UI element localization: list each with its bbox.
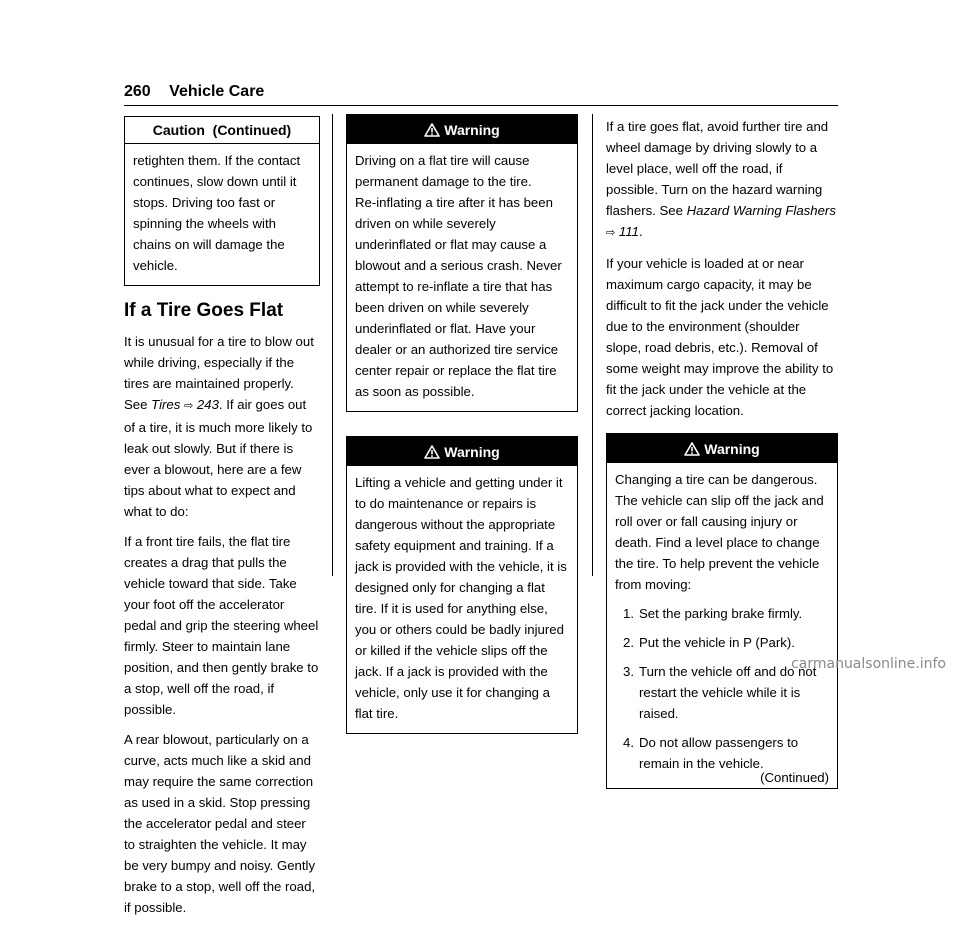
xref-tires[interactable]: Tires (151, 397, 181, 412)
xref-page[interactable]: 243 (196, 397, 219, 412)
warning-header (347, 437, 577, 466)
warning-title: Warning (444, 122, 500, 138)
column-left (124, 116, 320, 927)
paragraph-loaded: If your vehicle is loaded at or near maximum cargo capacity, it may be difficult to fit the jack under the vehicle due to the environment (shoulder slope, road debris, etc.). Removal of some weight may improve the ability to fit the jack under the vehicle at the correct jacking location. (606, 256, 834, 418)
column-divider (332, 114, 333, 576)
page-number: 260 (124, 83, 151, 100)
caution-box (124, 116, 320, 286)
paragraph-front-tire: If a front tire fails, the flat tire creates a drag that pulls the vehicle toward that side. Take your foot off the accelerator pedal and grip the steering wheel firmly. Steer to maintain lane position, and then gently brake to a stop, well off the road, if possible. (124, 534, 319, 717)
list-item: 1. Set the parking brake firmly. (623, 606, 803, 621)
list-item: 3. Turn the vehicle off and do not restart the vehicle while it is raised. (623, 664, 817, 721)
warning-text-1: Driving on a flat tire will cause permanent damage to the tire. (355, 153, 532, 189)
warning-triangle-icon (684, 442, 700, 456)
caution-text: retighten them. If the contact continues, slow down until it stops. Driving too fast or spinning the wheels with chains on will damage the vehicle. (133, 153, 301, 273)
warning-text-2: Re-inflating a tire after it has been driven on while severely underinflated or flat may cause a blowout and a serious crash. Never attempt to re-inflate a tire that has been driven on while severely underinflated or flat. Have your dealer or an authorized tire service center repair or replace the flat tire as soon as possible. (355, 195, 562, 399)
paragraph-flat: If a tire goes flat, avoid further tire and wheel damage by driving slowly to a level place, well off the road, if possible. Turn on the hazard warning flashers. See Hazard Warning Flashers ⇨ 111. (606, 119, 836, 239)
caution-body (125, 144, 319, 285)
watermark-footer: carmanualsonline.info (791, 656, 946, 672)
warning-triangle-icon (424, 123, 440, 137)
column-right (606, 116, 838, 789)
page-header (124, 82, 838, 106)
warning-box-changing (606, 433, 838, 789)
warning-body (607, 463, 837, 788)
paragraph-rear-blowout: A rear blowout, particularly on a curve, acts much like a skid and may require the same correction as used in a skid. Stop pressing the accelerator pedal and steer to straighten the vehicle. It may be very bumpy and noisy. Gently brake to a stop, well off the road, if possible. (124, 732, 316, 915)
caution-title: Caution (Continued) (125, 117, 319, 144)
list-item: 2. Put the vehicle in P (Park). (623, 635, 795, 650)
warning-header (607, 434, 837, 463)
warning-triangle-icon (424, 445, 440, 459)
warning-text: Changing a tire can be dangerous. The vehicle can slip off the jack and roll over or fall causing injury or death. Find a level place to change the tire. To help prevent the vehicle from moving: (615, 472, 824, 592)
column-divider (592, 114, 593, 576)
list-item: 4. Do not allow passengers to remain in the vehicle. (623, 735, 799, 771)
warning-header (347, 115, 577, 144)
steps-list (615, 603, 829, 774)
warning-box-jack (346, 436, 578, 734)
continued-label: (Continued) (760, 770, 829, 785)
warning-text: Lifting a vehicle and getting under it to do maintenance or repairs is dangerous without the appropriate safety equipment and training. If a jack is provided with the vehicle, it is designed only for changing a flat tire. If it is used for anything else, you or others could be badly injured or killed if the vehicle slips off the jack. If a jack is provided with the vehicle, only use it for changing a flat tire. (355, 475, 567, 721)
xref-page[interactable]: 111 (618, 224, 639, 239)
paragraph-intro: It is unusual for a tire to blow out while driving, especially if the tires are maintained properly. See Tires ⇨ 243. If air goes out of a tire, it is much more likely to leak out slowly. But if there is ever a blowout, here are a few tips about what to expect and what to do: (124, 334, 314, 519)
section-heading: If a Tire Goes Flat (124, 300, 284, 321)
section-title: Vehicle Care (169, 83, 265, 100)
column-middle (346, 114, 578, 734)
warning-title: Warning (704, 441, 760, 457)
warning-body (347, 466, 577, 733)
warning-body (347, 144, 577, 411)
arrow-right-icon: ⇨ (606, 227, 616, 239)
xref-hazard-flashers[interactable]: Hazard Warning Flashers (686, 203, 836, 218)
warning-box-flat-tire (346, 114, 578, 412)
warning-title: Warning (444, 444, 500, 460)
arrow-right-icon: ⇨ (184, 400, 194, 412)
